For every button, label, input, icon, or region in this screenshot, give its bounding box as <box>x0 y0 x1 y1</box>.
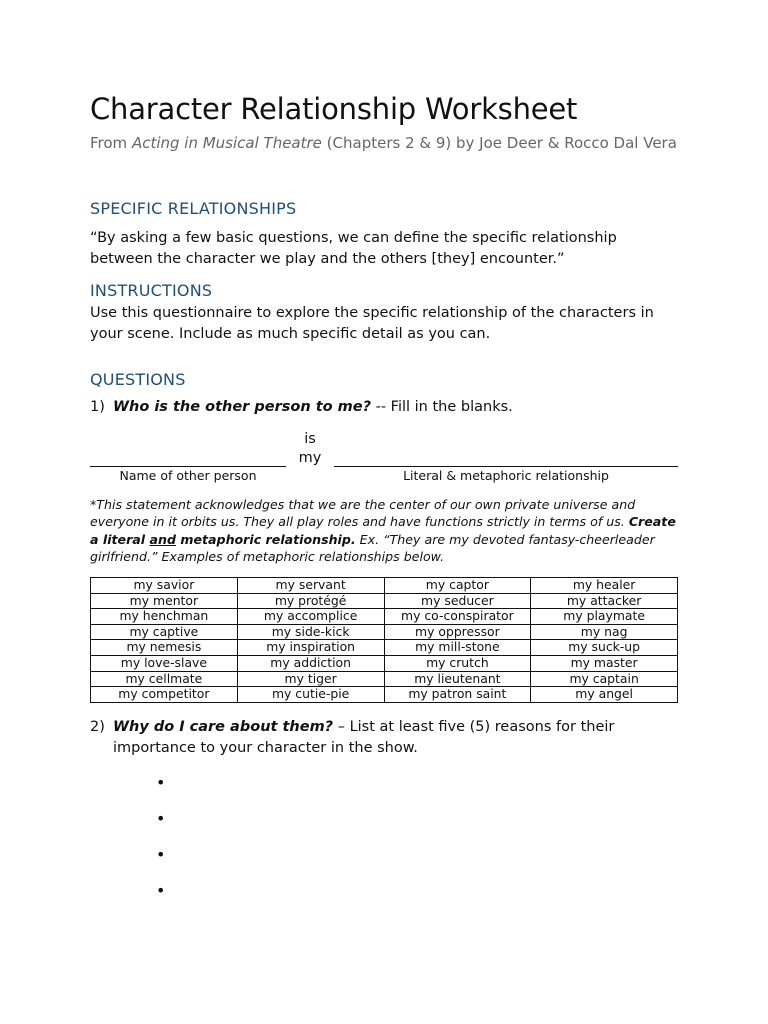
table-cell: my playmate <box>531 609 678 625</box>
table-cell: my lieutenant <box>384 671 531 687</box>
table-cell: my addiction <box>237 655 384 671</box>
blank-line-other-person[interactable] <box>90 466 286 467</box>
question-1-lead: Who is the other person to me? <box>113 399 371 415</box>
note-bold-underlined: and <box>149 531 176 547</box>
question-2-lead: Why do I care about them? <box>113 719 334 735</box>
table-row <box>91 624 678 640</box>
table-cell: my mill-stone <box>384 640 531 656</box>
table-row <box>91 671 678 687</box>
bullet-item: • <box>156 881 166 900</box>
table-cell: my seducer <box>384 593 531 609</box>
table-cell: my henchman <box>91 609 238 625</box>
table-cell: my crutch <box>384 655 531 671</box>
bullet-item: • <box>156 845 166 864</box>
bullet-item: • <box>156 773 166 792</box>
table-row <box>91 687 678 703</box>
question-2 <box>90 717 682 759</box>
table-cell: my suck-up <box>531 640 678 656</box>
table-cell: my love-slave <box>91 655 238 671</box>
metaphoric-relationships-table <box>90 577 678 703</box>
table-cell: my cutie-pie <box>237 687 384 703</box>
subtitle-suffix: (Chapters 2 & 9) by Joe Deer & Rocco Dal Vera <box>321 134 677 152</box>
table-cell: my captain <box>531 671 678 687</box>
table-cell: my competitor <box>91 687 238 703</box>
note-bold-a: Create a literal <box>90 514 676 547</box>
subtitle-book-title: Acting in Musical Theatre <box>131 134 322 152</box>
question-2-rest: – List at least five (5) reasons for their importance to your character in the show. <box>113 719 615 756</box>
table-cell: my angel <box>531 687 678 703</box>
table-cell: my captive <box>91 624 238 640</box>
table-cell: my servant <box>237 578 384 594</box>
note-part1: *This statement acknowledges that we are the center of our own private universe and everyone in it orbits us. They all play roles and have functions strictly in terms of us. <box>90 497 636 530</box>
relationship-fill-in <box>90 428 678 488</box>
connector-my: my <box>298 450 322 466</box>
page-title: Character Relationship Worksheet <box>90 92 578 126</box>
table-cell: my co-conspirator <box>384 609 531 625</box>
heading-instructions: INSTRUCTIONS <box>90 281 213 300</box>
table-cell: my oppressor <box>384 624 531 640</box>
table-cell: my master <box>531 655 678 671</box>
table-row <box>91 578 678 594</box>
table-cell: my nemesis <box>91 640 238 656</box>
question-2-number: 2) <box>90 719 105 735</box>
table-cell: my cellmate <box>91 671 238 687</box>
table-row <box>91 640 678 656</box>
table-cell: my captor <box>384 578 531 594</box>
table-cell: my nag <box>531 624 678 640</box>
question-1-rest: -- Fill in the blanks. <box>370 399 513 415</box>
table-cell: my savior <box>91 578 238 594</box>
note-part2: Ex. “They are my devoted fantasy-cheerleader girlfriend.” Examples of metaphoric relationships below. <box>90 531 655 564</box>
heading-questions: QUESTIONS <box>90 370 186 389</box>
table-row <box>91 655 678 671</box>
table-row <box>91 593 678 609</box>
table-cell: my mentor <box>91 593 238 609</box>
table-cell: my inspiration <box>237 640 384 656</box>
table-cell: my side-kick <box>237 624 384 640</box>
table-cell: my patron saint <box>384 687 531 703</box>
connector-is-my <box>290 430 330 468</box>
question-1 <box>90 397 682 418</box>
table-row <box>91 609 678 625</box>
caption-other-person: Name of other person <box>119 468 257 483</box>
table-cell: my healer <box>531 578 678 594</box>
statement-note <box>90 496 680 565</box>
specific-relationships-quote: “By asking a few basic questions, we can define the specific relationship between the character we play and the others [they] encounter.” <box>90 230 617 267</box>
page-subtitle <box>90 132 678 154</box>
table-cell: my tiger <box>237 671 384 687</box>
question-1-number: 1) <box>90 399 105 415</box>
note-bold-b: metaphoric relationship. <box>175 531 356 547</box>
instructions-text: Use this questionnaire to explore the specific relationship of the characters in your scene. Include as much specific detail as you can. <box>90 305 654 342</box>
table-cell: my protégé <box>237 593 384 609</box>
bullet-item: • <box>156 809 166 828</box>
caption-relationship: Literal & metaphoric relationship <box>403 468 609 483</box>
blank-line-relationship[interactable] <box>334 466 678 467</box>
table-cell: my accomplice <box>237 609 384 625</box>
table-cell: my attacker <box>531 593 678 609</box>
heading-specific-relationships: SPECIFIC RELATIONSHIPS <box>90 199 297 218</box>
connector-is: is <box>304 431 316 447</box>
subtitle-prefix: From <box>90 134 132 152</box>
